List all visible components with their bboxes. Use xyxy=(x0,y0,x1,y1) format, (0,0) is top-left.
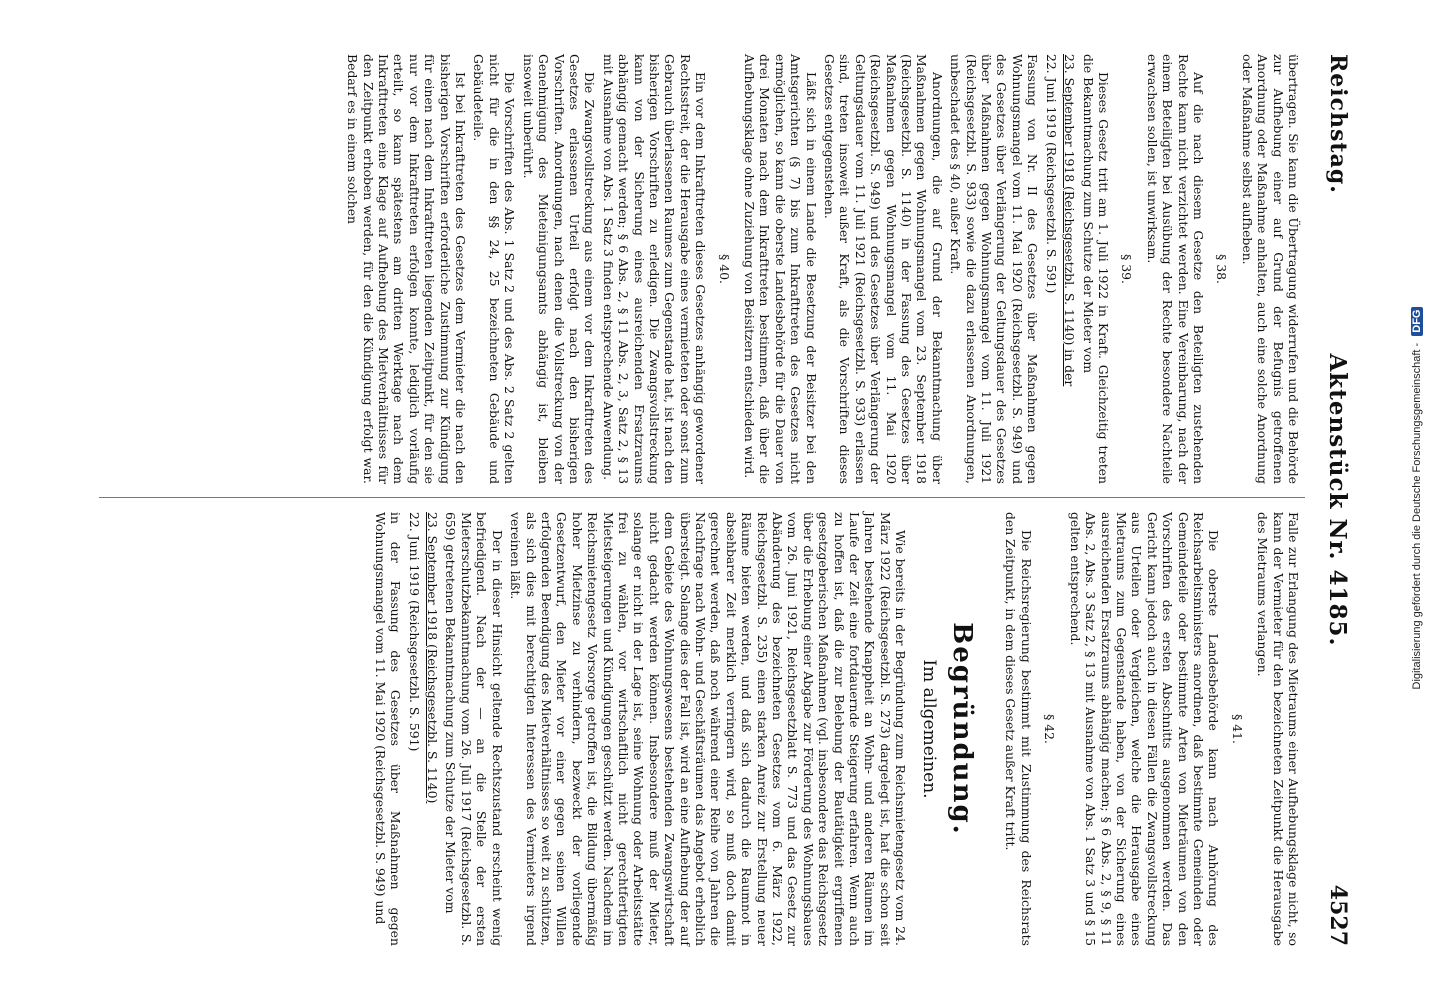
left-column xyxy=(99,54,1301,484)
header-left: Reichstag. xyxy=(1325,54,1351,194)
column-divider xyxy=(99,497,1305,498)
fraction-line xyxy=(425,512,440,946)
paragraph: Fassung von Nr. II des Gesetzes über Maßnahmen gegen Wohnungsmangel vom 11. Mai 1920 (Reichsgesetzbl. S. 949) und des Gesetzes über Verlängerung der Geltungsdauer des Gesetzes über Maßnahmen gegen Wohnungsmangel vom 11. Juli 1921 (Reichsgesetzbl. S. 933) sowie die dazu erlassenen Anordnungen, unbeschadet des § 40, außer Kraft. xyxy=(948,54,1041,484)
section-subtitle: Im allgemeinen. xyxy=(918,659,939,799)
paragraph: Die Vorschriften des Abs. 1 Satz 2 und des Abs. 2 Satz 2 gelten nicht für die in den §§ 24, 25 bezeichneten Gebäude und Gebäudeteile. xyxy=(471,54,518,484)
paragraph: Wie bereits in der Begründung zum Reichsmietengesetz vom 24. März 1922 (Reichsgesetzbl. S. 273) dargelegt ist, hat die schon seit Jahren bestehende Knappheit an Wohn- und anderen Räumen im Laufe der Zeit eine fortdauernde Steigerung erfahren. Wenn auch zu hoffen ist, daß die zur Belebung der Bautätigkeit ergriffenen gesetzgeberischen Maßnahmen (vgl. insbesondere das Reichsgesetz über die Erhebung einer Abgabe zur Förderung des Wohnungsbaues vom 26. Juni 1921, Reichsgesetzblatt S. 773 und das Gesetz zur Abänderung des bezeichneten Gesetzes vom 6. März 1922, Reichsgesetzbl. S. 235) einen starken Anreiz zur Erstellung neuer Räume bieten werden, und daß sich dadurch die Raumnot in absehbarer Zeit merklich verringern wird, so muß doch damit gerechnet werden, daß noch während einer Reihe von Jahren die Nachfrage nach Wohn- und Geschäftsräumen das Angebot erheblich übersteigt. Solange dies der Fall ist, wird an eine Aufhebung der auf dem Gebiete des Wohnungswesens bestehenden Zwangswirtschaft nicht gedacht werden können. Insbesondere muß der Mieter, solange er nicht in der Lage ist, seine Wohnung oder Arbeitsstätte frei zu wählen, vor wirtschaftlich nicht gerechtfertigten Mietsteigerungen und Kündigungen geschützt werden. Nachdem im Reichsmietengesetz Vorsorge getroffen ist, die Bildung übermäßig hoher Mietzinse zu verhindern, bezweckt der vorliegende Gesetzentwurf, den Mieter vor einer gegen seinen Willen erfolgenden Beendigung des Mietverhältnisses so weit zu schützen, als sich dies mit berechtigten Interessen des Vermieters irgend vereinen läßt. xyxy=(508,512,909,946)
paragraph: Die Zwangsvollstreckung aus einem vor dem Inkrafttreten des Gesetzes erlassenen Urteil erfolgt nach den bisherigen Vorschriften. Anordnungen, nach denen die Vollstreckung von der Genehmigung des Mieteinigungsamts abhängig ist, bleiben insoweit unberührt. xyxy=(520,54,598,484)
credit-text: Digitalisierung gefördert durch die Deutsche Forschungsgemeinschaft - xyxy=(1411,342,1423,690)
fraction-line xyxy=(1062,54,1077,484)
section-heading: § 39. xyxy=(1119,254,1135,284)
page-header xyxy=(1315,54,1351,946)
section-title: Begründung. xyxy=(947,622,978,836)
paragraph: Dieses Gesetz tritt am 1. Juli 1922 in Kraft. Gleichzeitig treten die Bekanntmachung zum Schutze der Mieter vom xyxy=(1080,54,1111,484)
dfg-logo: DFG xyxy=(1411,307,1423,336)
paragraph: Ein vor dem Inkrafttreten dieses Gesetzes anhängig gewordener Rechtsstreit, der die Herausgabe eines vermieteten oder sonst zum Gebrauch überlassenen Raumes zum Gegenstande hat, ist nach den bisherigen Vorschriften zu erledigen. Die Zwangsvollstreckung kann von der Sicherung eines ausreichenden Ersatzraums abhängig gemacht werden; § 6 Abs. 2, § 11 Abs. 2, 3, Satz 2, § 13 mit Ausnahme von Abs. 1 Satz 3 finden entsprechende Anwendung. xyxy=(600,54,709,484)
fraction-line xyxy=(1043,54,1058,484)
paragraph: Anordnungen, die auf Grund der Bekanntmachung über Maßnahmen gegen Wohnungsmangel vom 23. September 1918 (Reichsgesetzbl. S. 1140) in der Fassung des Gesetzes über Maßnahmen gegen Wohnungsmangel vom 11. Mai 1920 (Reichsgesetzbl. S. 949) und des Gesetzes über Verlängerung der Geltungsdauer vom 11. Juli 1921 (Reichsgesetzbl. S. 933) erlassen sind, treten insoweit außer Kraft, als die Vorschriften dieses Gesetzes entgegenstehen. xyxy=(822,54,945,484)
fraction-bottom: 22. Juni 1919 (Reichsgesetzbl. S. 591) xyxy=(406,512,422,752)
digitization-credit xyxy=(1404,4,1430,996)
section-heading: § 41. xyxy=(1229,714,1245,744)
fraction-top: 23. September 1918 (Reichsgesetzbl. S. 1140) xyxy=(425,512,441,804)
paragraph: Ist bei Inkrafttreten des Gesetzes dem Vermieter die nach den bisherigen Vorschriften erforderliche Zustimmung zur Kündigung für einen nach dem Inkrafttreten liegenden Zeitpunkt, für den sie nur vor dem Inkrafttreten erfolgen konnte, lediglich vorläufig erteilt, so kann spätestens am dritten Werktage nach dem Inkrafttreten eine Klage auf Aufhebung des Mietverhältnisses für den Zeitpunkt erhoben werden, für den die Kündigung erfolgt war. Bedarf es in einem solchen xyxy=(345,54,469,484)
document-page xyxy=(79,30,1371,970)
paragraph: Die Reichsregierung bestimmt mit Zustimmung des Reichsrats den Zeitpunkt, in dem dieses Gesetz außer Kraft tritt. xyxy=(1003,512,1034,946)
fraction-top: 23. September 1918 (Reichsgesetzbl. S. 1140) in der xyxy=(1062,54,1078,387)
paragraph: Die oberste Landesbehörde kann nach Anhörung des Reichsarbeitsministers anordnen, daß bestimmte Gemeinden oder Gemeindeteile oder bestimmte Arten von Mieträumen von den Vorschriften des ersten Abschnitts ausgenommen werden. Das Gericht kann jedoch auch in diesen Fällen die Zwangsvollstreckung aus Urteilen oder Vergleichen, welche die Herausgabe eines Mietraums zum Gegenstande haben, von der Sicherung eines ausreichenden Ersatzraums abhängig machen; § 6 Abs. 2, § 9, § 11 Abs. 2, Abs. 3 Satz 2, § 13 mit Ausnahme von Abs. 1 Satz 3 und § 15 gelten entsprechend. xyxy=(1067,512,1222,946)
paragraph: übertragen. Sie kann die Übertragung widerrufen und die Behörde zur Aufhebung einer auf Grund der Befugnis getroffenen Anordnung oder Maßnahme anhalten, auch eine solche Anordnung oder Maßnahme selbst aufheben. xyxy=(1239,54,1301,484)
section-heading: § 38. xyxy=(1214,254,1230,284)
fraction-bottom: 22. Juni 1919 (Reichsgesetzbl. S. 591) xyxy=(1043,54,1059,294)
paragraph: Läßt sich in einem Lande die Besetzung der Beisitzer bei den Amtsgerichten (§ 7) bis zum Inkrafttreten des Gesetzes nicht ermöglichen, so kann die oberste Landesbehörde für die Dauer von drei Monaten nach dem Inkrafttreten bestimmen, daß über die Aufhebungsklage ohne Zuziehung von Beisitzern entschieden wird. xyxy=(742,54,819,484)
page-number: 4527 xyxy=(1325,884,1351,946)
paragraph: in der Fassung des Gesetzes über Maßnahmen gegen Wohnungsmangel vom 11. Mai 1920 (Reichsgesetzbl. S. 949) und xyxy=(372,512,404,946)
section-heading: § 40. xyxy=(716,254,732,284)
section-heading: § 42. xyxy=(1042,714,1058,744)
paragraph: Falle zur Erlangung des Mietraums einer Aufhebungsklage nicht, so kann der Vermieter für den bezeichneten Zeitpunkt die Herausgabe des Mietraums verlangen. xyxy=(1255,512,1301,946)
paragraph: Auf die nach diesem Gesetze den Beteiligten zustehenden Rechte kann nicht verzichtet werden. Eine Vereinbarung, nach der einem Beteiligten bei Ausübung der Rechte besondere Nachteile erwachsen sollen, ist unwirksam. xyxy=(1144,54,1206,484)
header-title: Aktenstück Nr. 4185. xyxy=(1324,353,1351,647)
right-column xyxy=(99,512,1301,946)
fraction-line xyxy=(406,512,421,946)
paragraph: Der in dieser Hinsicht geltende Rechtszustand erscheint wenig befriedigend. Nach der — an die Stelle der ersten Mieterschutzbekanntmachung vom 26. Juli 1917 (Reichsgesetzbl. S. 659) getretenen Bekanntmachung zum Schutze der Mieter vom xyxy=(443,512,505,946)
